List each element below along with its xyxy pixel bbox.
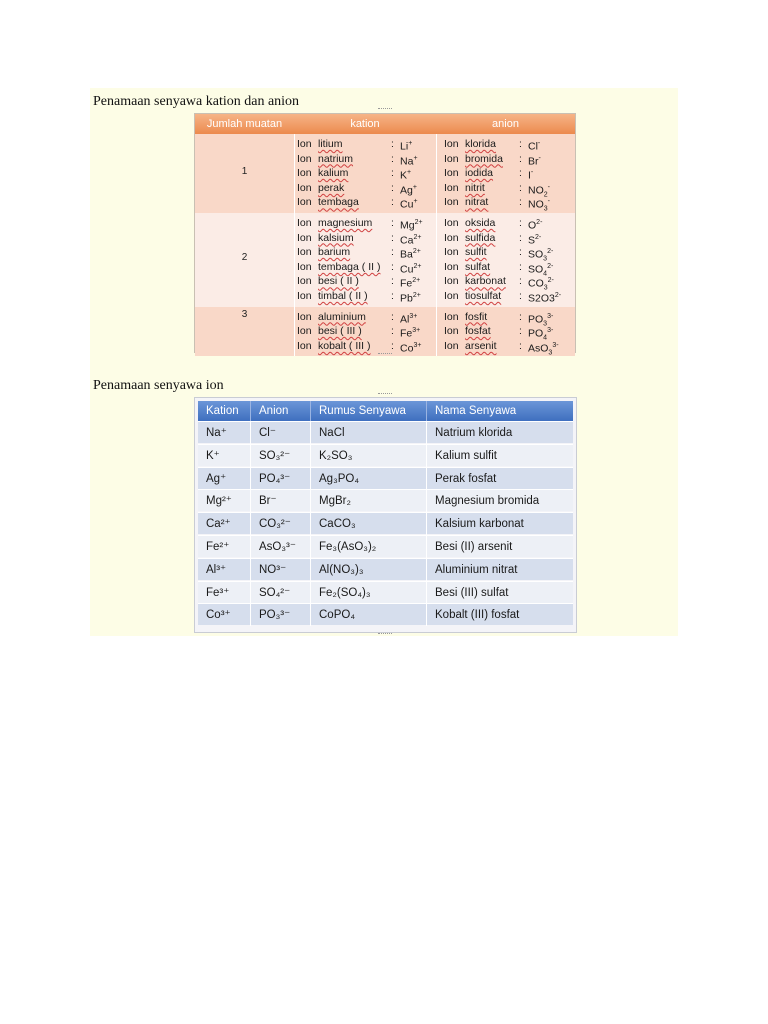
- heading-ion-compound: Penamaan senyawa ion: [93, 378, 224, 393]
- column-divider: [436, 307, 437, 357]
- anion-word: Ion: [444, 196, 459, 209]
- separator: :: [391, 138, 394, 150]
- separator: :: [519, 152, 522, 165]
- symbol-base: Br: [528, 155, 539, 168]
- cell-anion: SO₃²⁻: [251, 445, 311, 467]
- symbol-superscript: 2-: [547, 248, 554, 256]
- symbol-subscript: 4: [543, 270, 548, 278]
- ion-compound-table: [194, 397, 577, 633]
- separator: :: [391, 260, 394, 273]
- cell-nama: Natrium klorida: [435, 427, 513, 439]
- cation-word: Ion: [297, 167, 312, 180]
- cell-anion: Br⁻: [251, 490, 311, 512]
- charge-value: 1: [241, 165, 248, 177]
- separator: :: [519, 217, 522, 229]
- cation-symbol: [400, 324, 420, 338]
- symbol-superscript: -: [530, 169, 534, 177]
- symbol-superscript: 2-: [535, 233, 542, 241]
- resize-handle: [378, 108, 392, 112]
- cation-symbol: [400, 231, 421, 245]
- anion-word: Ion: [444, 181, 459, 194]
- resize-handle: [378, 393, 392, 397]
- header-anion: Anion: [251, 401, 311, 421]
- cell-nama: Kalium sulfit: [435, 449, 497, 462]
- cell-kation: Al³⁺: [198, 559, 251, 581]
- anion-symbol: [528, 274, 554, 292]
- cell-nama: Besi (II) arsenit: [435, 541, 513, 553]
- anion-name: tiosulfat: [465, 290, 502, 302]
- cation-name: besi ( II ): [318, 275, 359, 288]
- anion-name: sulfat: [465, 260, 491, 273]
- anion-word: Ion: [444, 275, 459, 288]
- symbol-superscript: 2+: [412, 277, 421, 285]
- cation-word: Ion: [297, 275, 312, 288]
- cell-anion: Cl⁻: [251, 422, 311, 444]
- anion-word: Ion: [444, 138, 459, 150]
- symbol-base: SO: [528, 248, 544, 261]
- symbol-subscript: 3: [543, 284, 548, 292]
- table-row: [198, 512, 573, 534]
- symbol-superscript: +: [413, 154, 418, 162]
- cation-word: Ion: [297, 217, 312, 229]
- header-kation: Kation: [198, 401, 251, 421]
- separator: :: [519, 290, 522, 302]
- ion-compound-table-header: [198, 401, 573, 421]
- anion-symbol: [528, 152, 541, 166]
- charge-group-row: [195, 134, 575, 213]
- cell-rumus: NaCl: [311, 422, 427, 444]
- cation-word: Ion: [297, 138, 312, 150]
- cell-rumus: Al(NO₃)₃: [311, 559, 427, 581]
- anion-symbol: [528, 260, 554, 278]
- header-kation: kation: [350, 118, 380, 130]
- anion-symbol: [528, 245, 554, 263]
- symbol-base: Fe: [400, 327, 413, 340]
- symbol-base: S2O3: [528, 292, 555, 305]
- anion-symbol: [528, 166, 533, 180]
- separator: :: [519, 231, 522, 244]
- column-divider: [294, 307, 295, 357]
- anion-symbol: [528, 339, 559, 357]
- symbol-superscript: +: [408, 140, 413, 147]
- symbol-superscript: -: [547, 198, 550, 206]
- cell-anion: PO₄³⁻: [251, 468, 311, 490]
- separator: :: [519, 275, 522, 288]
- table-row: [198, 467, 573, 489]
- cation-name: aluminium: [318, 310, 366, 323]
- anion-word: Ion: [444, 339, 459, 352]
- cation-name: kalsium: [318, 231, 354, 244]
- cation-word: Ion: [297, 246, 312, 259]
- cation-name: timbal ( II ): [318, 290, 368, 302]
- separator: :: [391, 231, 394, 244]
- ion-charge-table: [194, 113, 576, 357]
- anion-name: sulfit: [465, 246, 487, 259]
- symbol-superscript: 2-: [554, 292, 562, 299]
- cation-symbol: [400, 195, 418, 209]
- anion-symbol: [528, 310, 554, 328]
- separator: :: [519, 167, 522, 180]
- symbol-superscript: +: [413, 198, 418, 206]
- symbol-superscript: -: [537, 140, 541, 147]
- cell-kation: Mg²⁺: [198, 490, 251, 512]
- symbol-base: Ag: [400, 184, 413, 197]
- column-divider: [294, 134, 295, 213]
- symbol-superscript: +: [407, 169, 412, 177]
- cell-kation: Fe²⁺: [198, 536, 251, 558]
- cation-symbol: [400, 245, 421, 259]
- cell-anion: AsO₃³⁻: [251, 536, 311, 558]
- symbol-superscript: 2+: [414, 219, 423, 226]
- cell-kation: Ca²⁺: [198, 513, 251, 535]
- symbol-superscript: 3-: [547, 327, 554, 335]
- heading-cation-anion: Penamaan senyawa kation dan anion: [93, 94, 300, 109]
- cation-word: Ion: [297, 196, 312, 209]
- symbol-superscript: 3+: [409, 312, 418, 320]
- separator: :: [519, 138, 522, 150]
- cell-rumus: CoPO₄: [311, 604, 427, 626]
- header-jumlah-muatan: Jumlah muatan: [206, 118, 283, 130]
- separator: :: [519, 196, 522, 209]
- anion-symbol: [528, 195, 550, 213]
- symbol-base: SO: [528, 263, 544, 276]
- header-rumus-senyawa: Rumus Senyawa: [311, 401, 427, 421]
- anion-symbol: [528, 289, 561, 303]
- header-nama-senyawa: Nama Senyawa: [435, 405, 517, 417]
- anion-name: oksida: [465, 217, 496, 229]
- symbol-base: NO: [528, 198, 544, 211]
- ion-charge-table-header: [195, 114, 575, 134]
- symbol-superscript: 2+: [413, 233, 422, 241]
- cation-symbol: [400, 260, 421, 274]
- separator: :: [519, 310, 522, 323]
- charge-group-row: [195, 307, 575, 357]
- symbol-superscript: 3-: [547, 312, 554, 320]
- anion-symbol: [528, 324, 554, 342]
- charge-group-row: [195, 213, 575, 307]
- cation-name: magnesium: [318, 217, 373, 229]
- cell-kation: Na⁺: [198, 422, 251, 444]
- resize-handle: [378, 633, 392, 637]
- symbol-base: Cu: [400, 198, 414, 211]
- symbol-base: Cu: [400, 263, 414, 276]
- symbol-base: O: [528, 219, 537, 232]
- symbol-subscript: 2: [543, 191, 548, 199]
- table-row: [198, 581, 573, 603]
- cation-word: Ion: [297, 310, 312, 323]
- symbol-base: Ba: [400, 248, 413, 261]
- header-anion: anion: [492, 118, 519, 130]
- cell-kation: Fe³⁺: [198, 582, 251, 604]
- symbol-subscript: 3: [543, 255, 548, 263]
- cation-word: Ion: [297, 325, 312, 338]
- cation-name: tembaga ( II ): [318, 260, 381, 273]
- cation-word: Ion: [297, 290, 312, 302]
- cell-nama: Besi (III) sulfat: [435, 586, 509, 599]
- cation-name: kobalt ( III ): [318, 339, 371, 352]
- symbol-superscript: 3+: [413, 341, 422, 349]
- separator: :: [391, 275, 394, 288]
- anion-name: sulfida: [465, 231, 496, 244]
- cation-symbol: [400, 216, 423, 230]
- cell-kation: Ag⁺: [198, 468, 251, 490]
- separator: :: [391, 310, 394, 323]
- column-divider: [436, 134, 437, 213]
- cell-anion: CO₃²⁻: [251, 513, 311, 535]
- symbol-superscript: 2-: [536, 219, 543, 226]
- cation-name: litium: [318, 138, 343, 150]
- cell-rumus: CaCO₃: [311, 513, 427, 535]
- symbol-superscript: +: [412, 183, 417, 191]
- column-divider: [294, 213, 295, 307]
- separator: :: [391, 325, 394, 338]
- cell-rumus: Ag₃PO₄: [311, 468, 427, 490]
- separator: :: [519, 246, 522, 259]
- cation-word: Ion: [297, 231, 312, 244]
- cation-symbol: [400, 152, 418, 166]
- symbol-base: I: [528, 169, 531, 182]
- cation-name: barium: [318, 246, 351, 259]
- anion-name: arsenit: [465, 339, 497, 352]
- charge-value: 3: [241, 308, 248, 320]
- symbol-base: CO: [528, 277, 544, 290]
- anion-name: klorida: [465, 138, 496, 150]
- symbol-base: PO: [528, 313, 544, 326]
- anion-symbol: [528, 216, 542, 230]
- table-row: [198, 603, 573, 625]
- cation-word: Ion: [297, 260, 312, 273]
- anion-name: fosfit: [465, 310, 488, 323]
- cell-rumus: Fe₂(SO₄)₃: [311, 582, 427, 604]
- separator: :: [519, 339, 522, 352]
- cation-symbol: [400, 166, 411, 180]
- anion-word: Ion: [444, 217, 459, 229]
- symbol-superscript: -: [547, 183, 550, 191]
- separator: :: [519, 325, 522, 338]
- symbol-base: PO: [528, 327, 544, 340]
- symbol-base: Cl: [528, 140, 538, 153]
- cell-rumus: K₂SO₃: [311, 445, 427, 467]
- separator: :: [519, 260, 522, 273]
- separator: :: [391, 246, 394, 259]
- cell-nama: Perak fosfat: [435, 472, 497, 485]
- separator: :: [391, 167, 394, 180]
- symbol-subscript: 3: [543, 320, 548, 328]
- anion-word: Ion: [444, 290, 459, 302]
- symbol-base: K: [400, 169, 408, 182]
- anion-word: Ion: [444, 325, 459, 338]
- separator: :: [391, 152, 394, 165]
- separator: :: [391, 181, 394, 194]
- cell-rumus: Fe₃(AsO₃)₂: [311, 536, 427, 558]
- charge-value: 2: [241, 251, 248, 263]
- cation-word: Ion: [297, 339, 312, 352]
- column-divider: [436, 213, 437, 307]
- cation-name: besi ( III ): [318, 325, 362, 338]
- anion-word: Ion: [444, 231, 459, 244]
- cation-symbol: [400, 274, 420, 288]
- symbol-subscript: 3: [543, 205, 548, 213]
- symbol-base: Li: [400, 140, 409, 153]
- cell-kation: Co³⁺: [198, 604, 251, 626]
- symbol-superscript: 3+: [412, 327, 421, 335]
- cation-symbol: [400, 137, 412, 151]
- cell-rumus: MgBr₂: [311, 490, 427, 512]
- document-page: [90, 88, 678, 636]
- resize-handle: [378, 353, 392, 357]
- symbol-superscript: 2+: [413, 262, 422, 270]
- cell-anion: PO₃³⁻: [251, 604, 311, 626]
- separator: :: [391, 217, 394, 229]
- symbol-base: Co: [400, 342, 414, 355]
- anion-symbol: [528, 231, 541, 245]
- table-row: [198, 489, 573, 511]
- symbol-superscript: -: [538, 154, 541, 162]
- symbol-base: Na: [400, 155, 414, 168]
- symbol-base: Mg: [400, 219, 415, 232]
- cation-word: Ion: [297, 181, 312, 194]
- anion-symbol: [528, 181, 550, 199]
- separator: :: [519, 181, 522, 194]
- cell-nama: Magnesium bromida: [435, 495, 540, 508]
- symbol-base: NO: [528, 184, 544, 197]
- cation-symbol: [400, 310, 417, 324]
- symbol-base: Pb: [400, 292, 413, 305]
- table-row: [198, 444, 573, 466]
- anion-name: nitrit: [465, 181, 485, 194]
- symbol-base: Ca: [400, 234, 414, 247]
- cell-anion: SO₄²⁻: [251, 582, 311, 604]
- cation-name: natrium: [318, 152, 354, 165]
- cell-kation: K⁺: [198, 445, 251, 467]
- cation-symbol: [400, 181, 417, 195]
- symbol-superscript: 2-: [547, 277, 554, 285]
- anion-word: Ion: [444, 152, 459, 165]
- table-row: [198, 421, 573, 443]
- cation-symbol: [400, 289, 421, 303]
- cation-symbol: [400, 339, 421, 353]
- symbol-base: AsO: [528, 342, 549, 355]
- cation-name: perak: [318, 181, 345, 194]
- anion-word: Ion: [444, 246, 459, 259]
- cation-name: kalium: [318, 167, 349, 180]
- anion-name: nitrat: [465, 196, 489, 209]
- symbol-superscript: 2-: [547, 262, 554, 270]
- anion-name: karbonat: [465, 275, 506, 288]
- table-row: [198, 558, 573, 580]
- cell-nama: Kalsium karbonat: [435, 518, 524, 531]
- cell-nama: Aluminium nitrat: [435, 563, 518, 576]
- symbol-base: S: [528, 234, 536, 247]
- symbol-base: Fe: [400, 277, 413, 290]
- cation-word: Ion: [297, 152, 312, 165]
- separator: :: [391, 196, 394, 209]
- anion-name: bromida: [465, 152, 503, 165]
- anion-symbol: [528, 137, 540, 151]
- anion-word: Ion: [444, 260, 459, 273]
- symbol-subscript: 3: [548, 349, 553, 357]
- separator: :: [391, 290, 394, 302]
- symbol-superscript: 3-: [552, 341, 559, 349]
- anion-name: iodida: [465, 167, 494, 180]
- symbol-superscript: 2+: [412, 292, 421, 299]
- cation-name: tembaga: [318, 196, 359, 209]
- symbol-subscript: 4: [543, 334, 548, 342]
- table-row: [198, 535, 573, 557]
- cell-nama: Kobalt (III) fosfat: [435, 609, 520, 622]
- anion-name: fosfat: [465, 325, 491, 338]
- anion-word: Ion: [444, 167, 459, 180]
- symbol-superscript: 2+: [412, 248, 421, 256]
- separator: :: [391, 339, 394, 352]
- symbol-base: Al: [400, 313, 410, 326]
- cell-anion: NO³⁻: [251, 559, 311, 581]
- anion-word: Ion: [444, 310, 459, 323]
